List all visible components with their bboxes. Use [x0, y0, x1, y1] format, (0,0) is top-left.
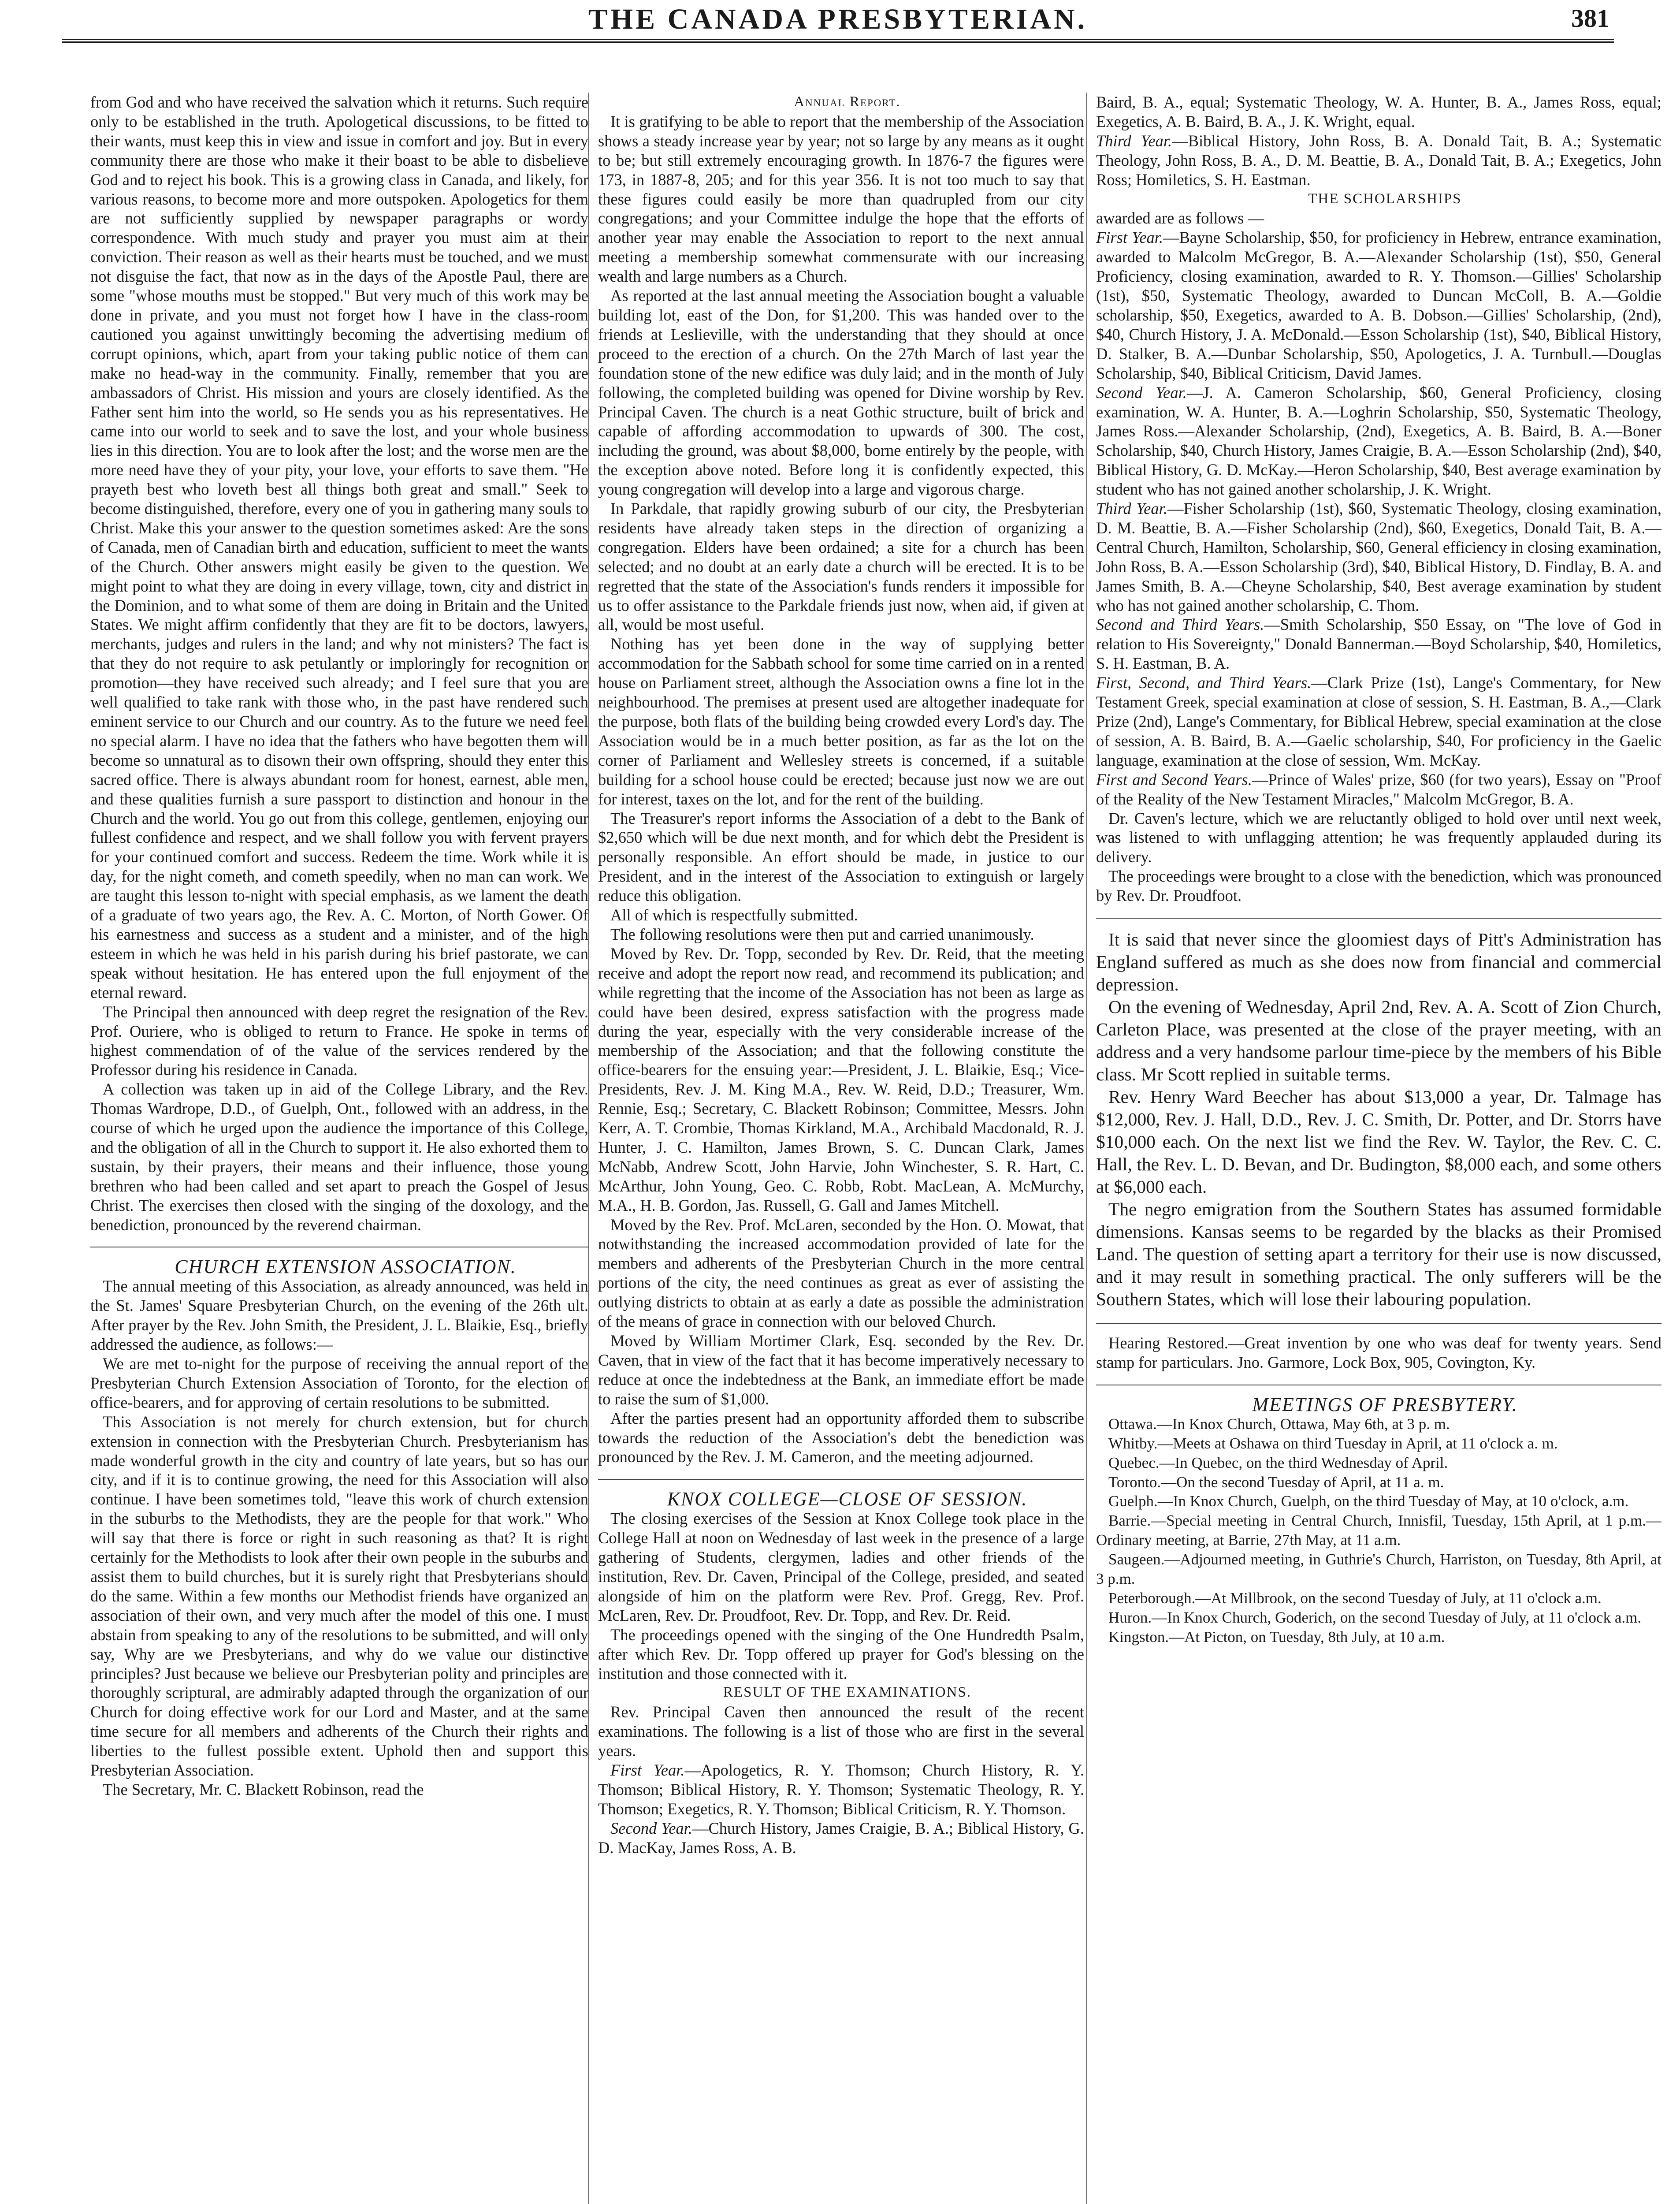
- article-paragraph: Dr. Caven's lecture, which we are reluctantly obliged to hold over until next week, was listened to with unflagging attention; he was frequently applauded during its delivery.: [1096, 809, 1661, 866]
- presbytery-entry: Peterborough.—At Millbrook, on the second Tuesday of July, at 11 o'clock a.m.: [1108, 1589, 1602, 1607]
- news-items: [1096, 928, 1661, 1310]
- results-entry: [598, 1761, 1084, 1819]
- presbytery-entry: Ottawa.—In Knox Church, Ottawa, May 6th, at 3 p. m.: [1108, 1415, 1450, 1433]
- entry-text: —Fisher Scholarship (1st), $60, Systematic Theology, closing examination, D. M. Beattie, B. A.—Fisher Scholarship (2nd), $60, Exegetics, Donald Tait, B. A.—Central Church, Hamilton, Scholarship, $60, General efficiency in closing examination, John Ross, B. A.—Esson Scholarship (3rd), $40, Biblical History, D. Findlay, B. A. and James Smith, B. A.—Cheyne Scholarship, $40, Best average examination by student who has not gained another scholarship, C. Thom.: [1096, 499, 1661, 614]
- presbytery-entry: Quebec.—In Quebec, on the third Wednesday of April.: [1108, 1454, 1448, 1471]
- entry-label: Second and Third Years.: [1096, 615, 1264, 634]
- entry-text: —Apologetics, R. Y. Thomson; Church History, R. Y. Thomson; Biblical History, R. Y. Thomson; Systematic Theology, R. Y. Thomson; Exegetics, R. Y. Thomson; Biblical Criticism, R. Y. Thomson.: [598, 1761, 1084, 1818]
- presbytery-entry: Whitby.—Meets at Oshawa on third Tuesday in April, at 11 o'clock a. m.: [1108, 1434, 1558, 1452]
- presbytery-entry: Barrie.—Special meeting in Central Church, Innisfil, Tuesday, 15th April, at 1 p.m.—Ordinary meeting, at Barrie, 27th May, at 11 a.m.: [1096, 1512, 1661, 1549]
- news-paragraph: Rev. Henry Ward Beecher has about $13,000 a year, Dr. Talmage has $12,000, Rev. J. Hall, D.D., Rev. J. C. Smith, Dr. Potter, and Dr. Storrs have $10,000 each. On the next list we find the Rev. W. Taylor, the Rev. C. C. Hall, the Rev. L. D. Bevan, and Dr. Budington, $8,000 each, and some others at $6,000 each.: [1096, 1087, 1661, 1197]
- scholarship-entry: [1096, 499, 1661, 615]
- entry-text: —J. A. Cameron Scholarship, $60, General Proficiency, closing examination, W. A. Hunter, B. A.—Loghrin Scholarship, $50, Systematic Theology, James Ross.—Alexander Scholarship, (2nd), Exegetics, A. B. Baird, B. A.—Boner Scholarship, $40, Church History, James Craigie, B. A.—Esson Scholarship (2nd), $40, Biblical History, G. D. McKay.—Heron Scholarship, $40, Best average examination by student who has not gained another scholarship, J. K. Wright.: [1096, 383, 1661, 499]
- entry-text: —Biblical History, John Ross, B. A. Donald Tait, B. A.; Systematic Theology, John Ross, B. A., D. M. Beattie, B. A., Donald Tait, B. A.; Exegetics, John Ross; Homiletics, S. H. Eastman.: [1096, 131, 1661, 189]
- entry-label: Third Year.: [1096, 499, 1167, 518]
- presbytery-entry: Huron.—In Knox Church, Goderich, on the second Tuesday of July, at 11 o'clock a.m.: [1108, 1608, 1642, 1626]
- entry-label: First Year.: [1096, 228, 1163, 247]
- article-paragraph: Moved by William Mortimer Clark, Esq. seconded by the Rev. Dr. Caven, that in view of the fact that it has become imperatively necessary to reduce at once the indebtedness at the Bank, an immediate effort be made to raise the sum of $1,000.: [598, 1332, 1084, 1408]
- divider: [598, 1479, 1084, 1480]
- article-paragraph: The closing exercises of the Session at Knox College took place in the College Hall at noon on Wednesday of last week in the presence of a large gathering of Students, clergymen, ladies and other friends of the institution, Rev. Dr. Caven, Principal of the College, presided, and seated alongside of him on the platform were Rev. Prof. Gregg, Rev. Prof. McLaren, Rev. Dr. Proudfoot, Rev. Dr. Topp, and Rev. Dr. Reid.: [598, 1509, 1084, 1624]
- divider: [1096, 918, 1661, 919]
- article-paragraph: The Principal then announced with deep regret the resignation of the Rev. Prof. Ouriere, who is obliged to return to France. He spoke in terms of highest commendation of of the value of the services rendered by the Professor during his residence in Canada.: [90, 1002, 588, 1079]
- news-paragraph: The negro emigration from the Southern States has assumed formidable dimensions. Kansas seems to be regarded by the blacks as their Promised Land. The question of setting apart a territory for their use is now discussed, and it may result in something practical. The only sufferers will be the Southern States, which will lose their labouring population.: [1096, 1199, 1661, 1310]
- divider: [1096, 1323, 1661, 1324]
- news-paragraph: On the evening of Wednesday, April 2nd, Rev. A. A. Scott of Zion Church, Carleton Place, was presented at the close of the prayer meeting, with an address and a very handsome parlour time-piece by the members of his Bible class. Mr Scott replied in suitable terms.: [1096, 997, 1661, 1085]
- column-right: [1086, 93, 1661, 2204]
- article-paragraph: In Parkdale, that rapidly growing suburb of our city, the Presbyterian residents have already taken steps in the direction of organizing a congregation. Elders have been ordained; a site for a church has been selected; and no doubt at an early date a church will be erected. It is to be regretted that the state of the Association's funds renders it impossible for us to offer assistance to the Parkdale friends just now, when aid, if given at all, would be most useful.: [598, 499, 1084, 634]
- results-entry: [1096, 131, 1661, 190]
- news-paragraph: It is said that never since the gloomiest days of Pitt's Administration has England suffered as much as she does now from financial and commercial depression.: [1096, 929, 1661, 995]
- article-paragraph: It is gratifying to be able to report that the membership of the Association shows a steady increase year by year; not so large by any means as it ought to be; but still extremely encouraging growth. In 1876-7 the figures were 173, in 1887-8, 205; and for this year 356. It is not too much to say that these figures could easily be more than quadrupled from our city congregations; and your Committee indulge the hope that the efforts of another year may enable the Association to report to the next annual meeting a membership somewhat commensurate with our increasing wealth and large numbers as a Church.: [598, 112, 1084, 286]
- presbytery-list: [1096, 1415, 1661, 1647]
- entry-text: —Church History, James Craigie, B. A.; Biblical History, G. D. MacKay, James Ross, A. B.: [598, 1819, 1084, 1857]
- scholarship-entry: [1096, 228, 1661, 383]
- article-paragraph: The Treasurer's report informs the Association of a debt to the Bank of $2,650 which will be due next month, and for which debt the President is personally responsible. An effort should be made, in justice to our President, and in the interest of the Association to extinguish or largely reduce this obligation.: [598, 809, 1084, 905]
- entry-text: —Prince of Wales' prize, $60 (for two years), Essay on "Proof of the Reality of the New Testament Miracles," Malcolm McGregor, B. A.: [1096, 770, 1661, 808]
- article-paragraph: The Secretary, Mr. C. Blackett Robinson, read the: [103, 1780, 424, 1798]
- article-paragraph: Moved by Rev. Dr. Topp, seconded by Rev. Dr. Reid, that the meeting receive and adopt the report now read, and recommend its publication; and while regretting that the income of the Association has not been as large as could have been desired, express satisfaction with the progress made during the year, especially with the very considerable increase of the membership of the Association; and that the following constitute the office-bearers for the ensuing year:—President, J. L. Blaikie, Esq.; Vice-Presidents, Rev. J. M. King M.A., Rev. W. Reid, D.D.; Treasurer, Wm. Rennie, Esq.; Secretary, C. Blackett Robinson; Committee, Messrs. John Kerr, A. T. Crombie, Thomas Kirkland, M.A., Archibald Macdonald, R. J. Hunter, J. C. Hamilton, James Brown, S. C. Duncan Clark, James McNabb, Andrew Scott, John Harvie, John Winchester, S. R. Hart, C. McArthur, John Young, Geo. C. Robb, Robt. MacLean, A. McMurchy, M.A., H. B. Gordon, Jas. Russell, G. Gall and James Mitchell.: [598, 944, 1084, 1214]
- article-paragraph: from God and who have received the salvation which it returns. Such require only to be established in the truth. Apologetical discussions, to be fitted to their wants, must keep this in view and issue in comfort and joy. But in every community there are those who make it their boast to be able to disbelieve God and to reject his book. This is a growing class in Canada, and likely, for various reasons, to become more and more outspoken. Apologetics for them are not sufficiently supplied by newspaper paragraphs or wordy correspondence. With much study and prayer you must aim at their conviction. Their reason as well as their hearts must be touched, and we must not disguise the fact, that now as in the days of the Apostle Paul, there are some "whose mouths must be stopped." But very much of this work may be done in private, and you must not forget how I have in the class-room cautioned you against unwittingly becoming the advertising medium of corrupt opinions, which, apart from your taking public notice of them can make no head-way in the community. Finally, remember that you are ambassadors of Christ. His mission and yours are closely identified. As the Father sent him into the world, so He sends you as his representatives. He came into our world to seek and to save the lost, and your whole business lies in this direction. You are to look after the lost; and the worse men are the more need have they of your pity, your love, your efforts to save them. "He prayeth best who loveth best all things both great and small." Seek to become distinguished, therefore, every one of you in gathering many souls to Christ. Make this your answer to the question sometimes asked: Are the sons of Canada, men of Canadian birth and education, sufficient to meet the wants of the Church. Other answers might easily be given to the question. We might point to what they are doing in every village, town, city and district in the Dominion, and to what some of them are doing in Britain and the United States. We might affirm confidently that they are fit to be doctors, lawyers, merchants, judges and rulers in the land; and why not ministers? The fact is that they do not require to ask petulantly or imploringly for recognition or promotion—they have received such already; and I feel sure that you are well qualified to take rank with those who, in the past have rendered such eminent service to our Church and our country. As to the future we need feel no special alarm. I have no idea that the fathers who have begotten them will become so unnatural as to disown their own offspring, should they enter this sacred office. There is always abundant room for honest, earnest, able men, and these qualities furnish a sure passport to distinction and honour in the Church and the world. You go out from this college, gentlemen, enjoying our fullest confidence and respect, and we shall follow you with fervent prayers for your continued comfort and success. Redeem the time. Work while it is day, for the night cometh, and cometh speedily, when no man can work. We are taught this lesson to-night with special emphasis, as we lament the death of a graduate of two years ago, the Rev. A. C. Morton, of North Gower. Of his earnestness and success as a student and a minister, and of the high esteem in which he was held in his parish during his brief pastorate, we can speak without hesitation. He has entered upon the full enjoyment of the eternal reward.: [90, 93, 588, 1001]
- entry-label: Third Year.: [1096, 131, 1172, 150]
- presbytery-entry: Saugeen.—Adjourned meeting, in Guthrie's Church, Harriston, on Tuesday, 8th April, at 3 p.m.: [1096, 1551, 1661, 1588]
- results-entry: [598, 1819, 1084, 1858]
- article-paragraph: We are met to-night for the purpose of receiving the annual report of the Presbyterian Church Extension Association of Toronto, for the election of office-bearers, and for approving of certain resolutions to be submitted.: [90, 1355, 588, 1411]
- entry-text: —Bayne Scholarship, $50, for proficiency in Hebrew, entrance examination, awarded to Malcolm McGregor, B. A.—Alexander Scholarship (1st), $50, General Proficiency, closing examination, awarded to R. Y. Thomson.—Gillies' Scholarship (1st), $50, Systematic Theology, awarded to Duncan McColl, B. A.—Goldie scholarship, $50, Exegetics, awarded to A. B. Dobson.—Gillies' Scholarship, (2nd), $40, Church History, J. A. McDonald.—Esson Scholarship (1st), $40, Biblical History, D. Stalker, B. A.—Dunbar Scholarship, $50, Apologetics, J. A. Turnbull.—Douglas Scholarship, $40, Biblical Criticism, David James.: [1096, 228, 1661, 382]
- article-paragraph: A collection was taken up in aid of the College Library, and the Rev. Thomas Wardrope, D.D., of Guelph, Ont., followed with an address, in the course of which he urged upon the audience the importance of this College, and the obligation of all in the Church to support it. He also exhorted them to sustain, by their prayers, their means and their influence, those young brethren who had been called and set apart to preach the Gospel of Jesus Christ. The exercises then closed with the singing of the doxology, and the benediction, pronounced by the reverend chairman.: [90, 1080, 588, 1234]
- article-paragraph: This Association is not merely for church extension, but for church extension in connection with the Presbyterian Church. Presbyterianism has made wonderful growth in the city and country of late years, but so has our city, and if it is to continue growing, the need for this Association will also continue. I have been sometimes told, "leave this work of church extension in the suburbs to the Methodists, they are the people for that work." Who will say that there is force or right in such reasoning as that? It is right certainly for the Methodists to look after their own people in the suburbs and assist them to build churches, but it is surely right that Presbyterians should do the same. Within a few months our Methodist friends have organized an association of their own, and very much after the model of this one. I must abstain from speaking to any of the resolutions to be submitted, and will only say, Why are we Presbyterians, and why do we value our distinctive principles? Just because we believe our Presbyterian polity and principles are thoroughly scriptural, are admirably adapted through the organization of our Church for doing effective work for our Lord and Master, and at the same time secure for all members and adherents of the Church their rights and liberties to the fullest possible extent. Uphold then and support this Presbyterian Association.: [90, 1412, 588, 1780]
- scholarship-entry: [1096, 673, 1661, 770]
- article-paragraph: Rev. Principal Caven then announced the result of the recent examinations. The following is a list of those who are first in the several years.: [598, 1703, 1084, 1760]
- entry-label: First, Second, and Third Years.: [1096, 674, 1312, 692]
- subsection-heading: THE SCHOLARSHIPS: [1308, 190, 1462, 207]
- advertisement: Hearing Restored.—Great invention by one who was deaf for twenty years. Send stamp for particulars. Jno. Garmore, Lock Box, 905, Covington, Ky.: [1096, 1334, 1661, 1371]
- article-paragraph: The following resolutions were then put and carried unanimously.: [610, 925, 1034, 943]
- article-paragraph: As reported at the last annual meeting the Association bought a valuable building lot, east of the Don, for $1,200. This was handed over to the friends at Leslieville, with the understanding that they should at once proceed to the erection of a church. On the 27th March of last year the foundation stone of the new edifice was duly laid; and in the month of July following, the completed building was opened for Divine worship by Rev. Principal Caven. The church is a neat Gothic structure, built of brick and capable of affording accommodation to upwards of 300. The cost, including the ground, was about $8,000, borne entirely by the people, with the exception above noted. Before long it is confidently expected, this young congregation will develop into a large and vigorous charge.: [598, 287, 1084, 499]
- entry-label: First Year.: [610, 1761, 685, 1780]
- section-heading: CHURCH EXTENSION ASSOCIATION.: [175, 1256, 517, 1278]
- article-paragraph: After the parties present had an opportunity afforded them to subscribe towards the reduction of the Association's debt the benediction was pronounced by the Rev. J. M. Cameron, and the meeting adjourned.: [598, 1409, 1084, 1466]
- page-number: 381: [1571, 4, 1609, 33]
- newspaper-title: THE CANADA PRESBYTERIAN.: [588, 3, 1088, 35]
- article-paragraph: The proceedings were brought to a close with the benediction, which was pronounced by Rev. Dr. Proudfoot.: [1096, 867, 1661, 905]
- article-paragraph: The proceedings opened with the singing of the One Hundredth Psalm, after which Rev. Dr. Topp offered up prayer for God's blessing on the institution and those connected with it.: [598, 1625, 1084, 1683]
- presbytery-entry: Kingston.—At Picton, on Tuesday, 8th July, at 10 a.m.: [1108, 1628, 1445, 1646]
- entry-text: —Smith Scholarship, $50 Essay, on "The love of God in relation to His Sovereignty," Donald Bannerman.—Boyd Scholarship, $40, Homiletics, S. H. Eastman, B. A.: [1096, 615, 1661, 673]
- section-heading: KNOX COLLEGE—CLOSE OF SESSION.: [667, 1488, 1028, 1510]
- column-middle: [588, 93, 1084, 2204]
- article-paragraph: The annual meeting of this Association, as already announced, was held in the St. James' Square Presbyterian Church, on the evening of the 26th ult. After prayer by the Rev. John Smith, the President, J. L. Blaikie, Esq., briefly addressed the audience, as follows:—: [90, 1277, 588, 1354]
- article-paragraph: Moved by the Rev. Prof. McLaren, seconded by the Hon. O. Mowat, that notwithstanding the increased accommodation provided of late for the members and adherents of the Presbyterian Church in the more central portions of the city, the need continues as great as ever of assisting the outlying districts to obtain at as early a date as possible the administration of the means of grace in connection with our beloved Church.: [598, 1215, 1084, 1331]
- article-paragraph: All of which is respectfully submitted.: [610, 906, 858, 924]
- subsection-heading: Annual Report.: [794, 94, 901, 110]
- masthead: [62, 0, 1614, 43]
- scholarship-entry: [1096, 383, 1661, 499]
- entry-label: First and Second Years.: [1096, 770, 1252, 789]
- scholarship-entry: [1096, 615, 1661, 673]
- entry-label: Second Year.: [610, 1819, 692, 1837]
- presbytery-entry: Guelph.—In Knox Church, Guelph, on the third Tuesday of May, at 10 o'clock, a.m.: [1108, 1493, 1629, 1510]
- article-paragraph: Baird, B. A., equal; Systematic Theology, W. A. Hunter, B. A., James Ross, equal; Exegetics, A. B. Baird, B. A., J. K. Wright, equal.: [1096, 93, 1661, 130]
- article-paragraph: awarded are as follows —: [1096, 209, 1264, 227]
- presbytery-entry: Toronto.—On the second Tuesday of April, at 11 a. m.: [1108, 1473, 1444, 1491]
- entry-label: Second Year.: [1096, 383, 1187, 402]
- subsection-heading: RESULT OF THE EXAMINATIONS.: [723, 1684, 972, 1701]
- scholarship-entry: [1096, 770, 1661, 809]
- article-paragraph: Nothing has yet been done in the way of supplying better accommodation for the Sabbath school for some time carried on in a rented house on Parliament street, although the Association owns a fine lot in the neighbourhood. The premises at present used are altogether inadequate for the purpose, both flats of the building being crowded every Lord's day. The Association would be in a much better position, as far as the lot on the corner of Parliament and Wellesley streets is concerned, if a suitable building for a school house could be erected; because just now we are out for interest, taxes on the lot, and for the rent of the building.: [598, 635, 1084, 808]
- entry-text: —Clark Prize (1st), Lange's Commentary, for New Testament Greek, special examination at close of session, S. H. Eastman, B. A.,—Clark Prize (2nd), Lange's Commentary, for Biblical Hebrew, special examination at the close of session, A. B. Baird, B. A.—Gaelic scholarship, $40, For proficiency in the Gaelic language, examination at the close of session, Wm. McKay.: [1096, 674, 1661, 769]
- column-left: [90, 93, 588, 2204]
- section-heading: MEETINGS OF PRESBYTERY.: [1252, 1393, 1518, 1415]
